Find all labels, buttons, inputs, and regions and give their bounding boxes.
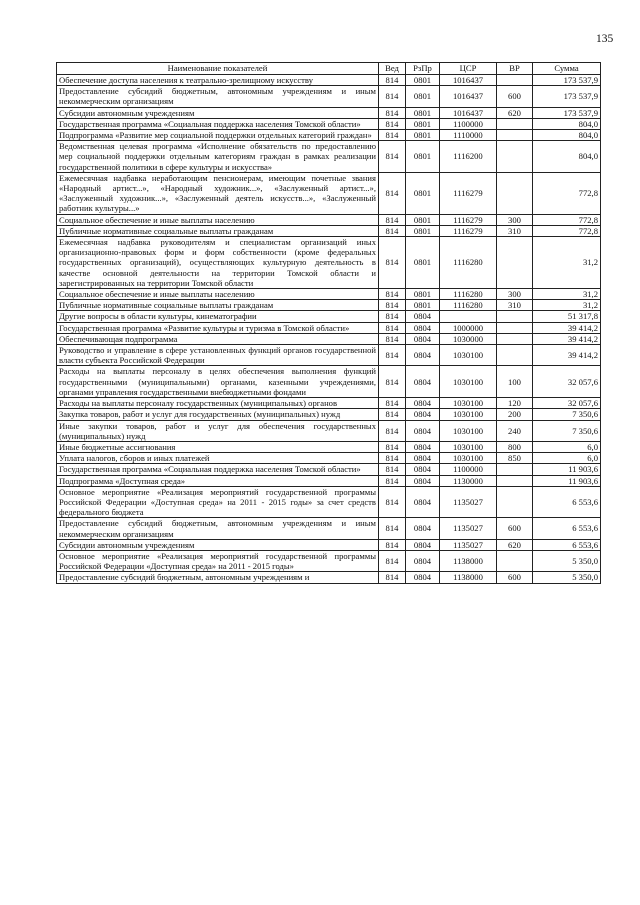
- table-row: [57, 311, 601, 322]
- cell-sum: 173 537,9: [533, 75, 601, 86]
- cell-rzpr: 0804: [406, 475, 440, 486]
- cell-rzpr: 0804: [406, 441, 440, 452]
- cell-csr: 1030100: [440, 398, 497, 409]
- table-row: [57, 130, 601, 141]
- cell-sum: 772,8: [533, 172, 601, 214]
- cell-rzpr: 0801: [406, 289, 440, 300]
- cell-name: Основное мероприятие «Реализация мероприятий государственной программы Российской Федерации «Доступная среда» на 2011 - 2015 годы» за счет средств федерального бюджета: [57, 486, 379, 518]
- table-row: [57, 550, 601, 571]
- table-row: [57, 420, 601, 441]
- header-name: Наименование показателей: [57, 63, 379, 75]
- cell-ved: 814: [379, 398, 406, 409]
- cell-rzpr: 0801: [406, 141, 440, 173]
- cell-rzpr: 0801: [406, 118, 440, 129]
- cell-vr: [497, 475, 533, 486]
- cell-ved: 814: [379, 572, 406, 583]
- cell-vr: [497, 550, 533, 571]
- cell-csr: 1116200: [440, 141, 497, 173]
- cell-sum: 39 414,2: [533, 322, 601, 333]
- cell-rzpr: 0804: [406, 518, 440, 539]
- cell-name: Закупка товаров, работ и услуг для государственных (муниципальных) нужд: [57, 409, 379, 420]
- cell-ved: 814: [379, 86, 406, 107]
- cell-rzpr: 0804: [406, 550, 440, 571]
- cell-ved: 814: [379, 409, 406, 420]
- cell-vr: [497, 333, 533, 344]
- table-row: [57, 86, 601, 107]
- cell-sum: 5 350,0: [533, 572, 601, 583]
- cell-ved: 814: [379, 345, 406, 366]
- header-csr: ЦСР: [440, 63, 497, 75]
- table-row: [57, 300, 601, 311]
- cell-csr: 1116279: [440, 214, 497, 225]
- cell-ved: 814: [379, 141, 406, 173]
- cell-csr: 1138000: [440, 572, 497, 583]
- cell-rzpr: 0804: [406, 311, 440, 322]
- cell-csr: 1116279: [440, 225, 497, 236]
- cell-csr: 1000000: [440, 322, 497, 333]
- cell-vr: [497, 130, 533, 141]
- cell-csr: 1100000: [440, 118, 497, 129]
- cell-sum: 11 903,6: [533, 475, 601, 486]
- cell-sum: 31,2: [533, 289, 601, 300]
- cell-ved: 814: [379, 225, 406, 236]
- table-row: [57, 118, 601, 129]
- cell-sum: 173 537,9: [533, 107, 601, 118]
- table-row: [57, 141, 601, 173]
- cell-vr: 800: [497, 441, 533, 452]
- cell-ved: 814: [379, 550, 406, 571]
- cell-vr: 200: [497, 409, 533, 420]
- cell-csr: 1135027: [440, 539, 497, 550]
- cell-sum: 31,2: [533, 237, 601, 289]
- cell-rzpr: 0804: [406, 409, 440, 420]
- cell-ved: 814: [379, 539, 406, 550]
- table-row: [57, 333, 601, 344]
- cell-ved: 814: [379, 420, 406, 441]
- cell-vr: [497, 141, 533, 173]
- cell-csr: 1130000: [440, 475, 497, 486]
- cell-rzpr: 0804: [406, 322, 440, 333]
- cell-sum: 7 350,6: [533, 409, 601, 420]
- cell-ved: 814: [379, 518, 406, 539]
- cell-sum: 32 057,6: [533, 366, 601, 398]
- cell-csr: 1016437: [440, 75, 497, 86]
- cell-rzpr: 0804: [406, 420, 440, 441]
- cell-vr: [497, 345, 533, 366]
- cell-name: Уплата налогов, сборов и иных платежей: [57, 453, 379, 464]
- cell-name: Расходы на выплаты персоналу в целях обеспечения выполнения функций государственными (муниципальными) органами, казенными учреждениями, органами управления государственными внебюджетными фондами: [57, 366, 379, 398]
- cell-rzpr: 0804: [406, 366, 440, 398]
- cell-name: Субсидии автономным учреждениям: [57, 107, 379, 118]
- cell-rzpr: 0804: [406, 572, 440, 583]
- budget-table: [56, 62, 601, 584]
- cell-vr: [497, 75, 533, 86]
- cell-rzpr: 0801: [406, 86, 440, 107]
- cell-ved: 814: [379, 453, 406, 464]
- cell-name: Расходы на выплаты персоналу государственных (муниципальных) органов: [57, 398, 379, 409]
- cell-ved: 814: [379, 237, 406, 289]
- cell-csr: 1016437: [440, 107, 497, 118]
- cell-vr: 300: [497, 289, 533, 300]
- cell-name: Социальное обеспечение и иные выплаты населению: [57, 289, 379, 300]
- cell-name: Предоставление субсидий бюджетным, автономным учреждениям и иным некоммерческим организациям: [57, 86, 379, 107]
- cell-sum: 804,0: [533, 118, 601, 129]
- table-row: [57, 345, 601, 366]
- cell-name: Ежемесячная надбавка неработающим пенсионерам, имеющим почетные звания «Народный артист...», «Народный художник...», «Заслуженный артист...», «Заслуженный художник...», «Заслуженный деятель искусств...», «Заслуженный работник культуры...»: [57, 172, 379, 214]
- cell-ved: 814: [379, 475, 406, 486]
- cell-name: Предоставление субсидий бюджетным, автономным учреждениям и: [57, 572, 379, 583]
- table-row: [57, 409, 601, 420]
- cell-csr: 1116280: [440, 300, 497, 311]
- cell-csr: 1100000: [440, 464, 497, 475]
- cell-name: Обеспечение доступа населения к театрально-зрелищному искусству: [57, 75, 379, 86]
- cell-vr: 300: [497, 214, 533, 225]
- cell-csr: 1030100: [440, 345, 497, 366]
- cell-sum: 5 350,0: [533, 550, 601, 571]
- cell-name: Другие вопросы в области культуры, кинематографии: [57, 311, 379, 322]
- cell-vr: 310: [497, 300, 533, 311]
- table-row: [57, 398, 601, 409]
- cell-ved: 814: [379, 130, 406, 141]
- cell-ved: 814: [379, 322, 406, 333]
- cell-ved: 814: [379, 333, 406, 344]
- cell-sum: 31,2: [533, 300, 601, 311]
- cell-sum: 772,8: [533, 225, 601, 236]
- table-row: [57, 486, 601, 518]
- cell-csr: 1135027: [440, 486, 497, 518]
- table-row: [57, 518, 601, 539]
- cell-csr: 1030100: [440, 409, 497, 420]
- table-row: [57, 572, 601, 583]
- table-row: [57, 225, 601, 236]
- cell-ved: 814: [379, 300, 406, 311]
- cell-vr: [497, 172, 533, 214]
- cell-vr: 310: [497, 225, 533, 236]
- cell-csr: 1030100: [440, 441, 497, 452]
- cell-vr: 240: [497, 420, 533, 441]
- cell-vr: 600: [497, 86, 533, 107]
- cell-vr: [497, 486, 533, 518]
- cell-vr: 600: [497, 518, 533, 539]
- cell-rzpr: 0804: [406, 345, 440, 366]
- cell-name: Государственная программа «Социальная поддержка населения Томской области»: [57, 464, 379, 475]
- table-row: [57, 214, 601, 225]
- cell-ved: 814: [379, 172, 406, 214]
- cell-csr: 1116279: [440, 172, 497, 214]
- cell-sum: 11 903,6: [533, 464, 601, 475]
- cell-sum: 804,0: [533, 141, 601, 173]
- cell-name: Иные закупки товаров, работ и услуг для обеспечения государственных (муниципальных) нужд: [57, 420, 379, 441]
- cell-sum: 51 317,8: [533, 311, 601, 322]
- cell-vr: [497, 311, 533, 322]
- cell-sum: 32 057,6: [533, 398, 601, 409]
- cell-rzpr: 0804: [406, 539, 440, 550]
- cell-name: Основное мероприятие «Реализация мероприятий государственной программы Российской Федерации «Доступная среда» на 2011 - 2015 годы»: [57, 550, 379, 571]
- table-row: [57, 475, 601, 486]
- table-body: [57, 75, 601, 584]
- table-row: [57, 107, 601, 118]
- cell-vr: [497, 322, 533, 333]
- table-row: [57, 322, 601, 333]
- cell-ved: 814: [379, 464, 406, 475]
- cell-sum: 6 553,6: [533, 486, 601, 518]
- table-row: [57, 289, 601, 300]
- table-row: [57, 453, 601, 464]
- cell-rzpr: 0804: [406, 398, 440, 409]
- cell-csr: [440, 311, 497, 322]
- cell-name: Государственная программа «Развитие культуры и туризма в Томской области»: [57, 322, 379, 333]
- cell-csr: 1135027: [440, 518, 497, 539]
- table-row: [57, 237, 601, 289]
- cell-name: Публичные нормативные социальные выплаты гражданам: [57, 225, 379, 236]
- cell-sum: 772,8: [533, 214, 601, 225]
- cell-sum: 6,0: [533, 441, 601, 452]
- cell-vr: 120: [497, 398, 533, 409]
- table-row: [57, 539, 601, 550]
- cell-rzpr: 0801: [406, 237, 440, 289]
- header-sum: Сумма: [533, 63, 601, 75]
- cell-csr: 1030100: [440, 453, 497, 464]
- table-row: [57, 172, 601, 214]
- cell-vr: [497, 464, 533, 475]
- cell-vr: 600: [497, 572, 533, 583]
- cell-vr: 620: [497, 539, 533, 550]
- cell-sum: 39 414,2: [533, 333, 601, 344]
- cell-vr: 850: [497, 453, 533, 464]
- table-row: [57, 75, 601, 86]
- cell-csr: 1110000: [440, 130, 497, 141]
- cell-vr: 620: [497, 107, 533, 118]
- cell-name: Субсидии автономным учреждениям: [57, 539, 379, 550]
- cell-csr: 1016437: [440, 86, 497, 107]
- cell-csr: 1030100: [440, 366, 497, 398]
- cell-name: Руководство и управление в сфере установленных функций органов государственной власти субъекта Российской Федерации: [57, 345, 379, 366]
- cell-ved: 814: [379, 441, 406, 452]
- cell-ved: 814: [379, 214, 406, 225]
- table-row: [57, 366, 601, 398]
- cell-ved: 814: [379, 75, 406, 86]
- table-row: [57, 464, 601, 475]
- cell-csr: 1030000: [440, 333, 497, 344]
- header-ved: Вед: [379, 63, 406, 75]
- header-vr: ВР: [497, 63, 533, 75]
- cell-name: Ведомственная целевая программа «Исполнение обязательств по предоставлению мер социальной поддержки отдельным категориям граждан в рамках реализации государственной политики в сфере культуры и искусства»: [57, 141, 379, 173]
- cell-ved: 814: [379, 289, 406, 300]
- cell-csr: 1138000: [440, 550, 497, 571]
- table-row: [57, 441, 601, 452]
- cell-ved: 814: [379, 311, 406, 322]
- cell-sum: 6 553,6: [533, 539, 601, 550]
- cell-sum: 7 350,6: [533, 420, 601, 441]
- cell-name: Иные бюджетные ассигнования: [57, 441, 379, 452]
- cell-sum: 39 414,2: [533, 345, 601, 366]
- cell-vr: [497, 118, 533, 129]
- cell-sum: 173 537,9: [533, 86, 601, 107]
- cell-ved: 814: [379, 118, 406, 129]
- cell-rzpr: 0804: [406, 453, 440, 464]
- cell-rzpr: 0801: [406, 225, 440, 236]
- cell-vr: 100: [497, 366, 533, 398]
- cell-name: Публичные нормативные социальные выплаты гражданам: [57, 300, 379, 311]
- cell-rzpr: 0801: [406, 75, 440, 86]
- cell-ved: 814: [379, 107, 406, 118]
- cell-rzpr: 0804: [406, 486, 440, 518]
- cell-rzpr: 0804: [406, 333, 440, 344]
- cell-rzpr: 0804: [406, 464, 440, 475]
- cell-csr: 1116280: [440, 237, 497, 289]
- page-number: 135: [596, 33, 614, 45]
- cell-name: Подпрограмма «Доступная среда»: [57, 475, 379, 486]
- cell-vr: [497, 237, 533, 289]
- cell-sum: 6,0: [533, 453, 601, 464]
- cell-rzpr: 0801: [406, 214, 440, 225]
- cell-ved: 814: [379, 486, 406, 518]
- cell-sum: 6 553,6: [533, 518, 601, 539]
- cell-csr: 1116280: [440, 289, 497, 300]
- header-rzpr: РзПр: [406, 63, 440, 75]
- cell-name: Обеспечивающая подпрограмма: [57, 333, 379, 344]
- cell-rzpr: 0801: [406, 300, 440, 311]
- cell-name: Предоставление субсидий бюджетным, автономным учреждениям и иным некоммерческим организациям: [57, 518, 379, 539]
- cell-rzpr: 0801: [406, 107, 440, 118]
- cell-sum: 804,0: [533, 130, 601, 141]
- cell-rzpr: 0801: [406, 172, 440, 214]
- cell-ved: 814: [379, 366, 406, 398]
- cell-name: Социальное обеспечение и иные выплаты населению: [57, 214, 379, 225]
- cell-name: Подпрограмма «Развитие мер социальной поддержки отдельных категорий граждан»: [57, 130, 379, 141]
- cell-name: Ежемесячная надбавка руководителям и специалистам организаций иных организационно-правовых форм и форм собственности (кроме федеральных государственных организаций), осуществляющих культурную деятельность в качестве основной деятельности на территории Томской области и зарегистрированных на территории Томской области: [57, 237, 379, 289]
- cell-rzpr: 0801: [406, 130, 440, 141]
- cell-name: Государственная программа «Социальная поддержка населения Томской области»: [57, 118, 379, 129]
- cell-csr: 1030100: [440, 420, 497, 441]
- table-header-row: [57, 63, 601, 75]
